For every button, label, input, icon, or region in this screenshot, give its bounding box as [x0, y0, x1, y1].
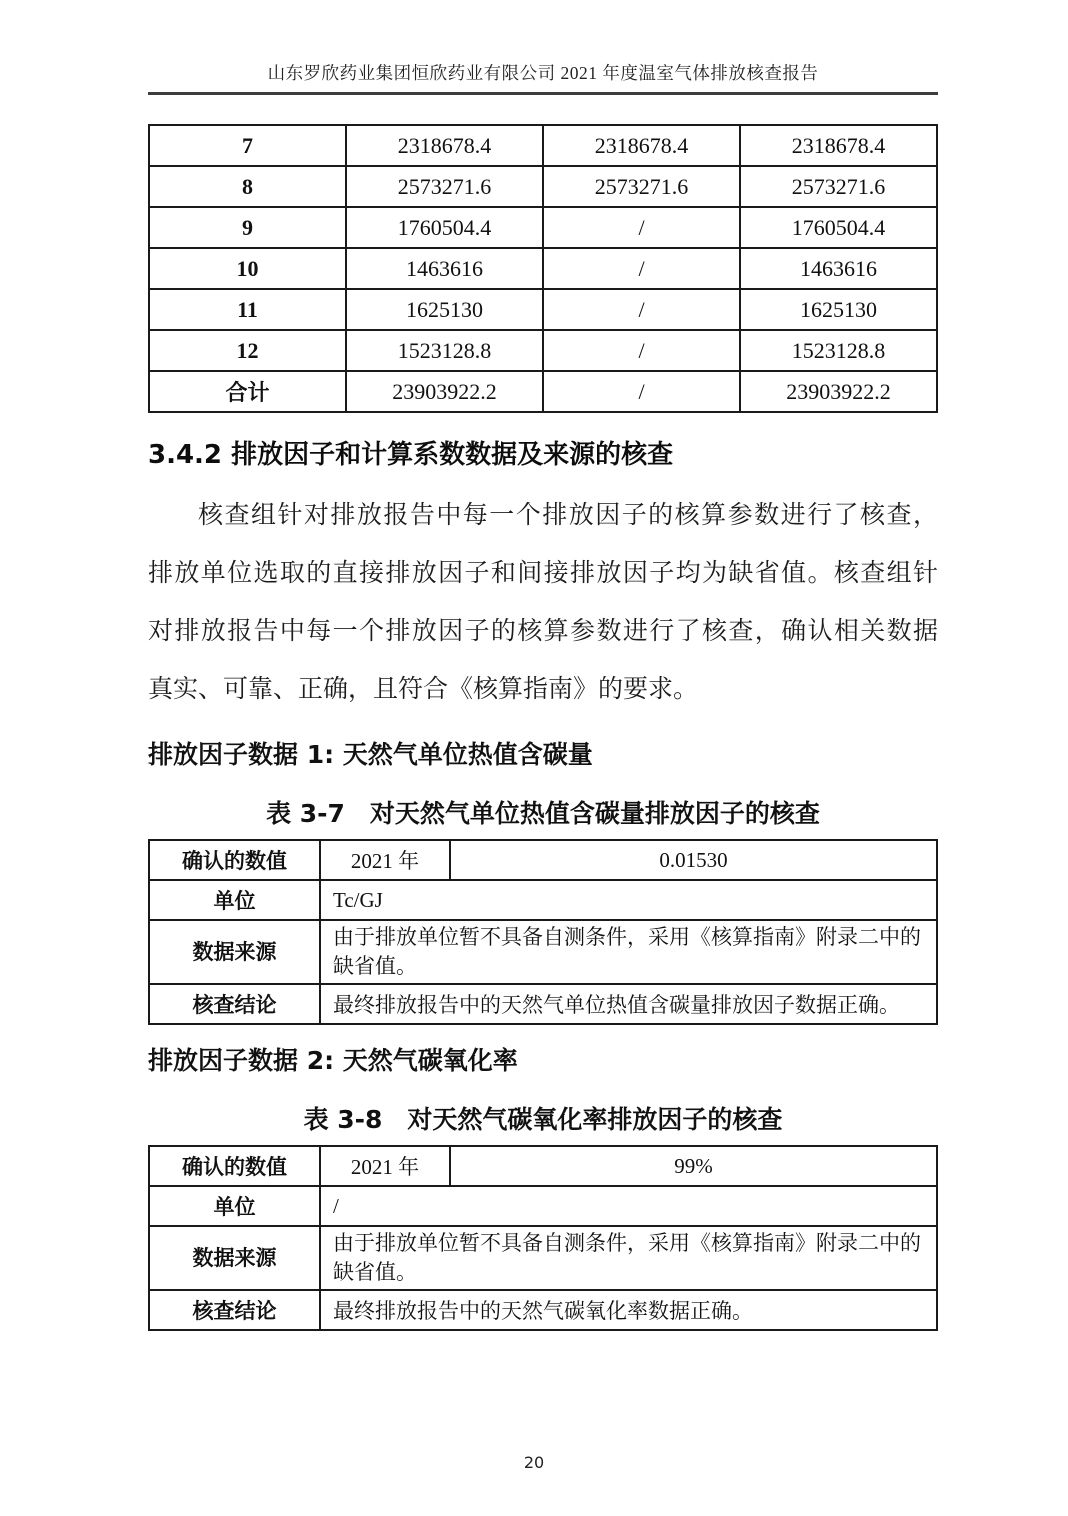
- table-row-conclusion: [149, 1290, 937, 1330]
- paragraph-line: 对排放报告中每一个排放因子的核算参数进行了核查，确认相关数据: [148, 618, 938, 645]
- table-row-month-11: [149, 289, 937, 330]
- table-row-month-12: [149, 330, 937, 371]
- value-cell: /: [543, 371, 740, 412]
- row-label-cell: 数据来源: [149, 1226, 320, 1290]
- table-row-confirmed-value: [149, 1146, 937, 1186]
- table-row-data-source: [149, 920, 937, 984]
- value-cell: 1625130: [346, 289, 543, 330]
- value-cell: 1760504.4: [740, 207, 937, 248]
- unit-cell: Tc/GJ: [320, 880, 937, 920]
- table-row-month-9: [149, 207, 937, 248]
- body-paragraph: [148, 487, 938, 719]
- value-cell: 99%: [450, 1146, 937, 1186]
- value-cell: /: [543, 248, 740, 289]
- value-cell: /: [543, 289, 740, 330]
- table-row-month-8: [149, 166, 937, 207]
- table-row-unit: [149, 880, 937, 920]
- value-cell: 23903922.2: [740, 371, 937, 412]
- value-cell: 2573271.6: [740, 166, 937, 207]
- factor1-heading: 排放因子数据 1: 天然气单位热值含碳量: [148, 740, 593, 769]
- paragraph-line: 排放单位选取的直接排放因子和间接排放因子均为缺省值。核查组针: [148, 560, 938, 587]
- value-cell: 0.01530: [450, 840, 937, 880]
- table-row-month-7: [149, 125, 937, 166]
- row-label-cell: 单位: [149, 880, 320, 920]
- table-row-unit: [149, 1186, 937, 1226]
- value-cell: 1760504.4: [346, 207, 543, 248]
- month-cell: 12: [149, 330, 346, 371]
- value-cell: 1463616: [346, 248, 543, 289]
- factor2-heading: 排放因子数据 2: 天然气碳氧化率: [148, 1046, 518, 1075]
- row-label-cell: 确认的数值: [149, 840, 320, 880]
- row-label-cell: 单位: [149, 1186, 320, 1226]
- value-cell: 1625130: [740, 289, 937, 330]
- table-3-8: [148, 1145, 938, 1331]
- value-cell: 23903922.2: [346, 371, 543, 412]
- table-3-8-caption: 表 3-8 对天然气碳氧化率排放因子的核查: [303, 1105, 783, 1134]
- section-heading-342: 3.4.2 排放因子和计算系数数据及来源的核查: [148, 440, 674, 470]
- value-cell: /: [543, 330, 740, 371]
- value-cell: 2318678.4: [346, 125, 543, 166]
- value-cell: 1463616: [740, 248, 937, 289]
- table-row-conclusion: [149, 984, 937, 1024]
- conclusion-cell: 最终排放报告中的天然气碳氧化率数据正确。: [320, 1290, 937, 1330]
- monthly-data-table: [148, 124, 938, 413]
- row-label-cell: 数据来源: [149, 920, 320, 984]
- table-row-month-10: [149, 248, 937, 289]
- source-cell: 由于排放单位暂不具备自测条件，采用《核算指南》附录二中的缺省值。: [320, 1226, 937, 1290]
- total-label-cell: 合计: [149, 371, 346, 412]
- paragraph-line: 真实、可靠、正确，且符合《核算指南》的要求。: [148, 676, 699, 703]
- table-row-total: [149, 371, 937, 412]
- page-number: 20: [523, 1453, 545, 1472]
- row-label-cell: 核查结论: [149, 1290, 320, 1330]
- year-cell: 2021 年: [320, 840, 450, 880]
- value-cell: 2318678.4: [543, 125, 740, 166]
- value-cell: 2573271.6: [543, 166, 740, 207]
- paragraph-line: 核查组针对排放报告中每一个排放因子的核算参数进行了核查，: [198, 502, 938, 529]
- month-cell: 11: [149, 289, 346, 330]
- month-cell: 8: [149, 166, 346, 207]
- value-cell: 1523128.8: [346, 330, 543, 371]
- month-cell: 7: [149, 125, 346, 166]
- unit-cell: /: [320, 1186, 937, 1226]
- conclusion-cell: 最终排放报告中的天然气单位热值含碳量排放因子数据正确。: [320, 984, 937, 1024]
- source-cell: 由于排放单位暂不具备自测条件，采用《核算指南》附录二中的缺省值。: [320, 920, 937, 984]
- value-cell: 2573271.6: [346, 166, 543, 207]
- row-label-cell: 核查结论: [149, 984, 320, 1024]
- table-row-data-source: [149, 1226, 937, 1290]
- value-cell: /: [543, 207, 740, 248]
- month-cell: 10: [149, 248, 346, 289]
- table-3-7-caption: 表 3-7 对天然气单位热值含碳量排放因子的核查: [266, 799, 820, 828]
- value-cell: 2318678.4: [740, 125, 937, 166]
- table-3-7: [148, 839, 938, 1025]
- month-cell: 9: [149, 207, 346, 248]
- value-cell: 1523128.8: [740, 330, 937, 371]
- row-label-cell: 确认的数值: [149, 1146, 320, 1186]
- page-header: [148, 0, 938, 95]
- year-cell: 2021 年: [320, 1146, 450, 1186]
- report-header-title: 山东罗欣药业集团恒欣药业有限公司 2021 年度温室气体排放核查报告: [267, 63, 819, 83]
- table-row-confirmed-value: [149, 840, 937, 880]
